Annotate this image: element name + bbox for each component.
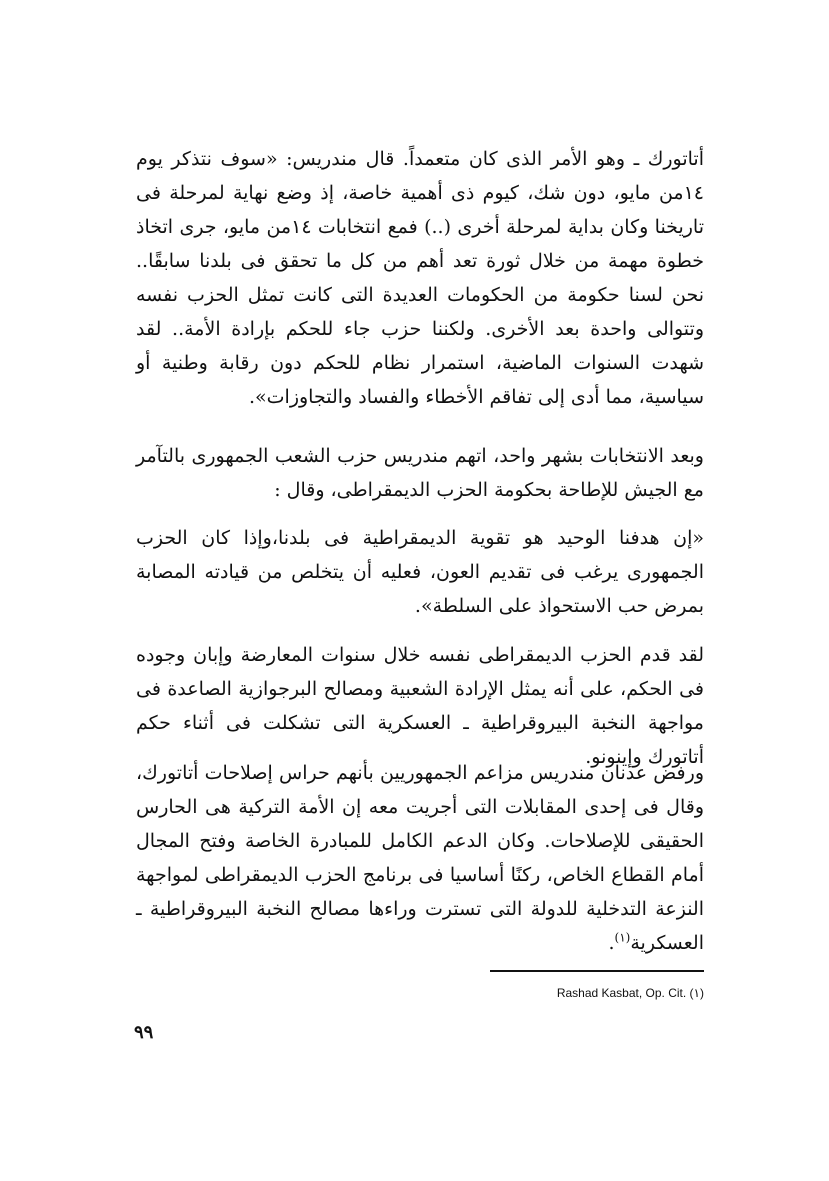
paragraph-5-body bbox=[136, 756, 704, 960]
paragraph-1-text: أتاتورك ـ وهو الأمر الذى كان متعمداً. قال مندريس: «سوف نتذكر يوم ١٤من مايو، دون شك، كيوم ذى أهمية خاصة، إذ وضع نهاية لمرحلة فى تاريخنا وكان بداية لمرحلة أخرى (..) فمع انتخابات ١٤من مايو، جرى اتخاذ خطوة مهمة من خلال ثورة تعد أهم من كل ما تحقق فى بلدنا سابقًا.. نحن لسنا حكومة من الحكومات العديدة التى كانت تمثل الحزب نفسه وتتوالى واحدة بعد الأخرى. ولكننا حزب جاء للحكم بإرادة الأمة.. لقد شهدت السنوات الماضية، استمرار نظام للحكم دون رقابة وطنية أو سياسية، مما أدى إلى تفاقم الأخطاء والفساد والتجاوزات». bbox=[136, 148, 704, 408]
paragraph-4-text: لقد قدم الحزب الديمقراطى نفسه خلال سنوات المعارضة وإبان وجوده فى الحكم، على أنه يمثل الإرادة الشعبية ومصالح البرجوازية الصاعدة فى مواجهة النخبة البيروقراطية ـ العسكرية التى تشكلت فى أثناء حكم أتاتورك وإينونو. bbox=[136, 644, 704, 768]
paragraph-4 bbox=[136, 638, 704, 774]
paragraph-5 bbox=[136, 756, 704, 960]
paragraph-2 bbox=[136, 439, 704, 507]
footnote: Rashad Kasbat, Op. Cit. (١) bbox=[556, 986, 704, 1000]
paragraph-3-quote bbox=[136, 521, 704, 623]
paragraph-5-end: . bbox=[608, 932, 615, 954]
paragraph-2-text: وبعد الانتخابات بشهر واحد، اتهم مندريس حزب الشعب الجمهورى بالتآمر مع الجيش للإطاحة بحكومة الحزب الديمقراطى، وقال : bbox=[136, 445, 704, 501]
paragraph-3-text: «إن هدفنا الوحيد هو تقوية الديمقراطية فى بلدنا،وإذا كان الحزب الجمهورى يرغب فى تقديم العون، فعليه أن يتخلص من قيادته المصابة بمرض حب الاستحواذ على السلطة». bbox=[136, 527, 704, 617]
paragraph-5-text: ورفض عدنان مندريس مزاعم الجمهوريين بأنهم حراس إصلاحات أتاتورك، وقال فى إحدى المقابلات التى أجريت معه إن الأمة التركية هى الحارس الحقيقى للإصلاحات. وكان الدعم الكامل للمبادرة الخاصة وفتح المجال أمام القطاع الخاص، ركنًا أساسيا فى برنامج الحزب الديمقراطى لمواجهة النزعة التدخلية للدولة التى تسترت وراءها مصالح النخبة البيروقراطية ـ العسكرية bbox=[136, 762, 704, 954]
footnote-divider bbox=[490, 970, 704, 972]
paragraph-1 bbox=[136, 142, 704, 414]
footnote-reference: (١) bbox=[614, 930, 631, 945]
page-number: ٩٩ bbox=[134, 1022, 154, 1043]
